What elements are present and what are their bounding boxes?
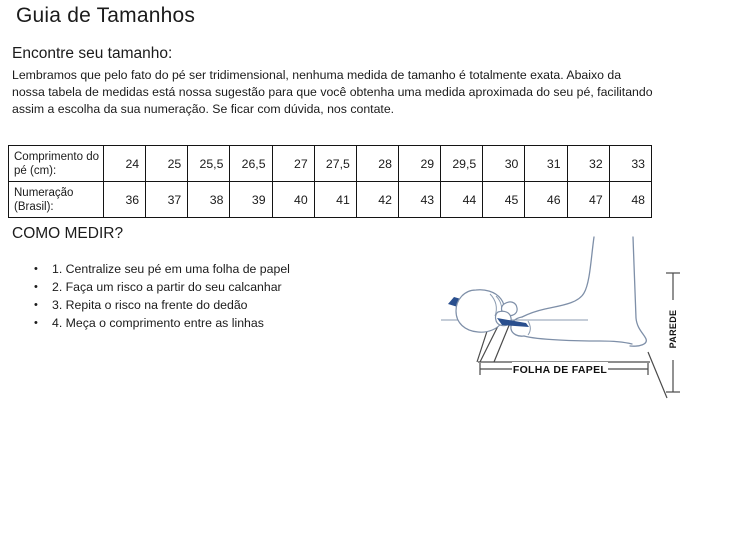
- table-cell: 36: [104, 182, 146, 218]
- wall-label: PAREDE: [668, 309, 678, 349]
- table-cell: 41: [314, 182, 356, 218]
- table-cell: 46: [525, 182, 567, 218]
- table-cell: 27: [272, 146, 314, 182]
- foot-outline: [522, 237, 594, 317]
- table-cell: 42: [356, 182, 398, 218]
- table-cell: 30: [483, 146, 525, 182]
- paper-dimension: [480, 362, 648, 376]
- table-cell: 48: [609, 182, 651, 218]
- paragraph-line: assim a escolha da sua numeração. Se ficar com dúvida, nos contate.: [12, 102, 395, 116]
- measure-step: [34, 260, 290, 278]
- table-cell: 31: [525, 146, 567, 182]
- bullet-icon: •: [34, 263, 38, 275]
- table-cell: 27,5: [314, 146, 356, 182]
- size-table-body: [9, 146, 652, 218]
- row-label: Comprimento do pé (cm):: [9, 146, 104, 182]
- step-text: 3. Repita o risco na frente do dedão: [52, 298, 248, 312]
- table-cell: 25,5: [188, 146, 230, 182]
- table-cell: 26,5: [230, 146, 272, 182]
- measure-step: [34, 296, 290, 314]
- step-text: 2. Faça um risco a partir do seu calcanhar: [52, 280, 282, 294]
- table-cell: 40: [272, 182, 314, 218]
- table-cell: 33: [609, 146, 651, 182]
- table-cell: 25: [146, 146, 188, 182]
- intro-paragraph: [12, 67, 653, 118]
- paragraph-line: Lembramos que pelo fato do pé ser tridimensional, nenhuma medida de tamanho é totalmente exata. Abaixo da: [12, 68, 622, 82]
- leg-back-outline: [630, 237, 646, 346]
- table-cell: 28: [356, 146, 398, 182]
- bullet-icon: •: [34, 317, 38, 329]
- table-row: [9, 182, 652, 218]
- measure-steps: [34, 260, 290, 332]
- toe-detail: [528, 321, 530, 335]
- measure-step: [34, 314, 290, 332]
- table-cell: 47: [567, 182, 609, 218]
- foot-measurement-diagram: [438, 228, 752, 403]
- size-table: [8, 145, 652, 218]
- bullet-icon: •: [34, 299, 38, 311]
- table-cell: 24: [104, 146, 146, 182]
- wall-dimension: [666, 273, 680, 392]
- measure-step: [34, 278, 290, 296]
- row-label: Numeração (Brasil):: [9, 182, 104, 218]
- table-cell: 43: [398, 182, 440, 218]
- table-row: [9, 146, 652, 182]
- find-size-heading: Encontre seu tamanho:: [12, 45, 173, 62]
- table-cell: 39: [230, 182, 272, 218]
- paragraph-line: nossa tabela de medidas está nossa sugestão para que você obtenha uma medida aproximada do seu pé, facilitando: [12, 85, 653, 99]
- step-text: 4. Meça o comprimento entre as linhas: [52, 316, 264, 330]
- wall-line: [648, 352, 667, 398]
- how-to-measure-heading: COMO MEDIR?: [12, 225, 124, 242]
- bullet-icon: •: [34, 281, 38, 293]
- hand-holding-pencil: [456, 290, 517, 332]
- table-cell: 32: [567, 146, 609, 182]
- table-cell: 45: [483, 182, 525, 218]
- page-title: Guia de Tamanhos: [16, 4, 196, 27]
- table-cell: 44: [441, 182, 483, 218]
- step-text: 1. Centralize seu pé em uma folha de papel: [52, 262, 290, 276]
- table-cell: 29: [398, 146, 440, 182]
- sole-outline: [524, 336, 632, 344]
- table-cell: 38: [188, 182, 230, 218]
- table-cell: 29,5: [441, 146, 483, 182]
- table-cell: 37: [146, 182, 188, 218]
- paper-label: FOLHA DE FAPEL: [512, 364, 608, 376]
